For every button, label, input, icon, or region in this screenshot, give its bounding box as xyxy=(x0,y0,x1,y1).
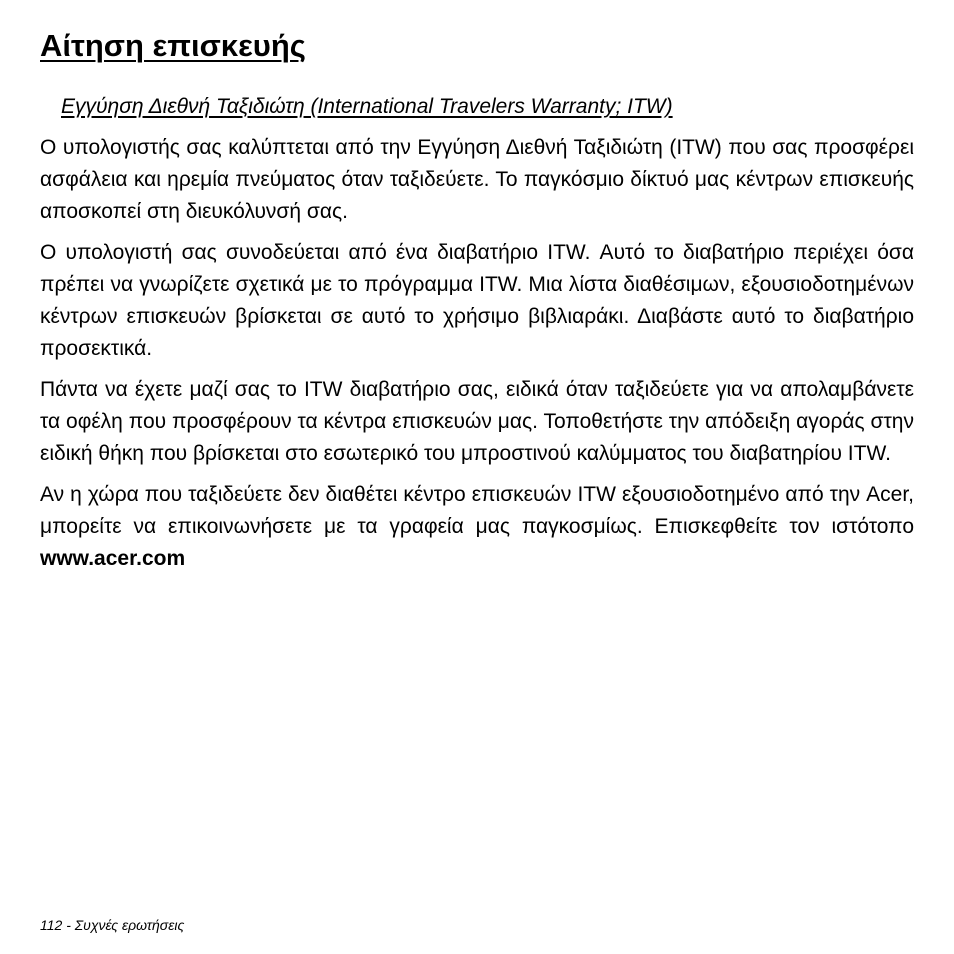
paragraph-carry-passport: Πάντα να έχετε μαζί σας το ITW διαβατήριο σας, ειδικά όταν ταξιδεύετε για να απολαμβάνετε τα οφέλη που προσφέρουν τα κέντρα επισκευών μας. Τοποθετήστε την απόδειξη αγοράς στην ειδική θήκη που βρίσκεται στο εσωτερικό του μπροστινού καλύμματος του διαβατηρίου ITW. xyxy=(40,378,914,465)
paragraph-itw-coverage: Ο υπολογιστής σας καλύπτεται από την Εγγύηση Διεθνή Ταξιδιώτη (ITW) που σας προσφέρει ασφάλεια και ηρεμία πνεύματος όταν ταξιδεύετε. Το παγκόσμιο δίκτυό μας κέντρων επισκευής αποσκοπεί στη διευκόλυνσή σας. xyxy=(40,136,914,223)
section-subtitle: Εγγύηση Διεθνή Ταξιδιώτη (International Travelers Warranty; ITW) xyxy=(61,95,673,118)
paragraph-contact-offices xyxy=(40,479,914,575)
paragraph-itw-passport: Ο υπολογιστή σας συνοδεύεται από ένα διαβατήριο ITW. Αυτό το διαβατήριο περιέχει όσα πρέπει να γνωρίζετε σχετικά με το πρόγραμμα ITW. Μια λίστα διαθέσιμων, εξουσιοδοτημένων κέντρων επισκευών βρίσκεται σε αυτό το χρήσιμο βιβλιαράκι. Διαβάστε αυτό το διαβατήριο προσεκτικά. xyxy=(40,241,914,360)
paragraph-contact-text: Αν η χώρα που ταξιδεύετε δεν διαθέτει κέντρο επισκευών ITW εξουσιοδοτημένο από την Acer, μπορείτε να επικοινωνήσετε με τα γραφεία μας παγκοσμίως. Επισκεφθείτε τον ιστότοπο xyxy=(40,483,914,538)
page-title: Αίτηση επισκευής xyxy=(40,28,306,63)
body-text xyxy=(40,132,914,584)
acer-website-link[interactable]: www.acer.com xyxy=(40,547,186,570)
page-footer: 112 - Συχνές ερωτήσεις xyxy=(40,917,185,933)
